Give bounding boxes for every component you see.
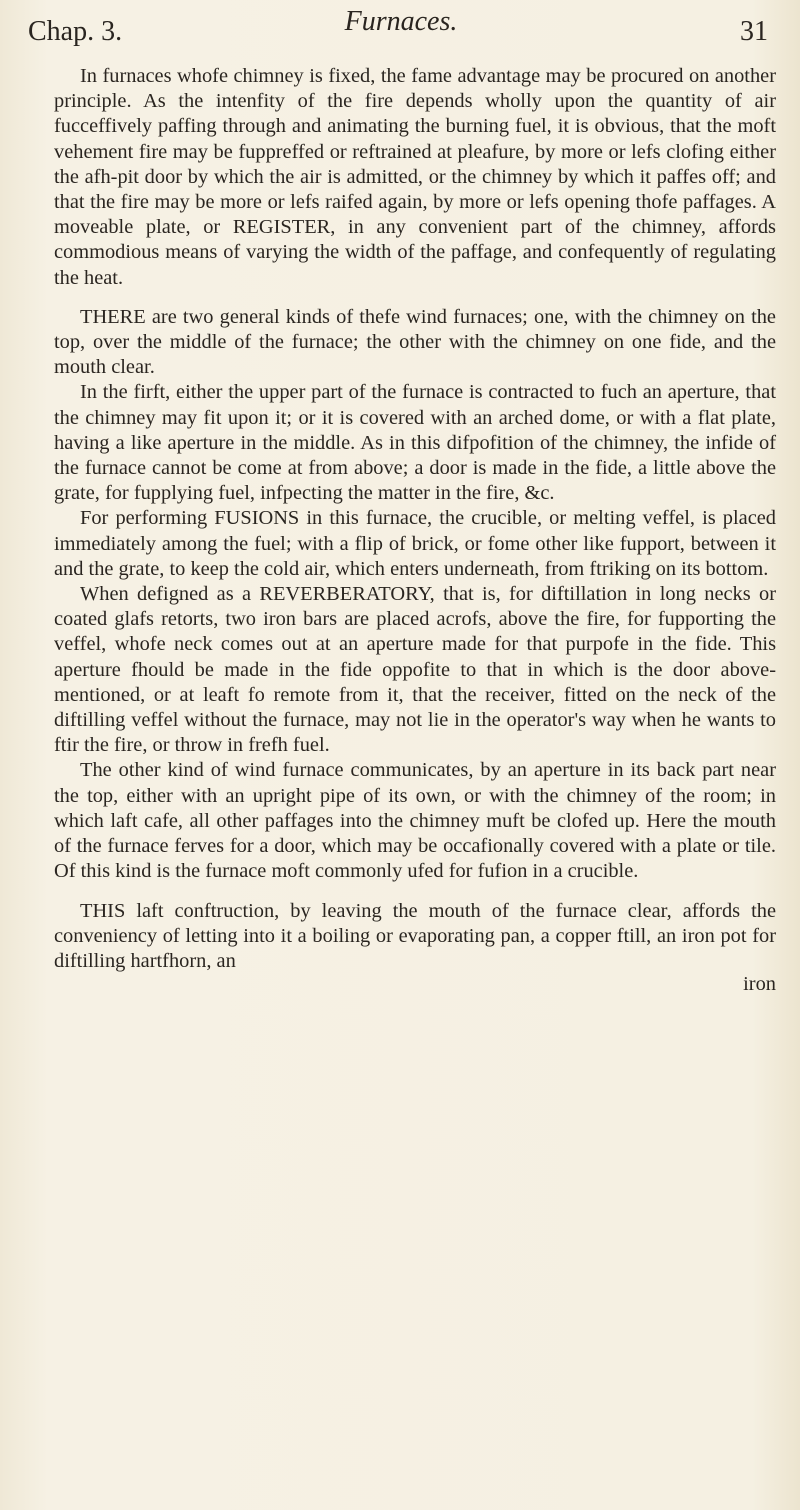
running-header bbox=[28, 6, 774, 58]
paragraph-5: When defigned as a REVERBERATORY, that is, for diftillation in long necks or coated glafs retorts, two iron bars are placed acrofs, above the fire, for fupporting the veffel, whofe neck comes out at an aperture made for that purpofe in the fide. This aperture fhould be made in the fide oppofite to that in which is the door above-mentioned, or at leaft fo remote from it, that the receiver, fitted on the neck of the diftilling veffel without the furnace, may not lie in the operator's way when he wants to ftir the fire, or throw in frefh fuel. bbox=[54, 583, 776, 757]
paragraph-6: The other kind of wind furnace communicates, by an aperture in its back part near the top, either with an upright pipe of its own, or with the chimney of the room; in which laft cafe, all other paffages into the chimney muft be clofed up. Here the mouth of the furnace ferves for a door, which may be occafionally covered with a plate or tile. Of this kind is the furnace moft commonly ufed for fufion in a crucible. bbox=[54, 759, 776, 883]
paragraph-1: In furnaces whofe chimney is fixed, the fame advantage may be procured on another principle. As the intenfity of the fire depends wholly upon the quantity of air fucceffively paffing through and animating the burning fuel, it is obvious, that the moft vehement fire may be fuppreffed or reftrained at pleafure, by more or lefs clofing either the afh-pit door by which the air is admitted, or the chimney by which it paffes off; and that the fire may be more or lefs raifed again, by more or lefs opening thofe paffages. A moveable plate, or REGISTER, in any convenient part of the chimney, affords commodious means of varying the width of the paffage, and confequently of regulating the heat. bbox=[54, 65, 776, 289]
paragraph-4: For performing FUSIONS in this furnace, the crucible, or melting veffel, is placed immediately among the fuel; with a flip of brick, or fome other like fupport, between it and the grate, to keep the cold air, which enters underneath, from ftriking on its bottom. bbox=[54, 507, 776, 580]
paragraph-7: THIS laft conftruction, by leaving the mouth of the furnace clear, affords the conveniency of letting into it a boiling or evaporating pan, a copper ftill, an iron pot for diftilling hartfhorn, an bbox=[54, 899, 776, 972]
page-body bbox=[54, 64, 776, 997]
page-title: Furnaces. bbox=[344, 6, 458, 37]
page-number: 31 bbox=[740, 16, 768, 47]
catchword: iron bbox=[743, 973, 776, 996]
paragraph-2: THERE are two general kinds of thefe wind furnaces; one, with the chimney on the top, over the middle of the furnace; the other with the chimney on one fide, and the mouth clear. bbox=[54, 305, 776, 379]
paragraph-3: In the firft, either the upper part of the furnace is contracted to fuch an aperture, that the chimney may fit upon it; or it is covered with an arched dome, or with a flat plate, having a like aperture in the middle. As in this difpofition of the chimney, the infide of the furnace cannot be come at from above; a door is made in the fide, a little above the grate, for fupplying fuel, infpecting the matter in the fire, &c. bbox=[54, 381, 776, 505]
chapter-label: Chap. 3. bbox=[28, 16, 123, 47]
